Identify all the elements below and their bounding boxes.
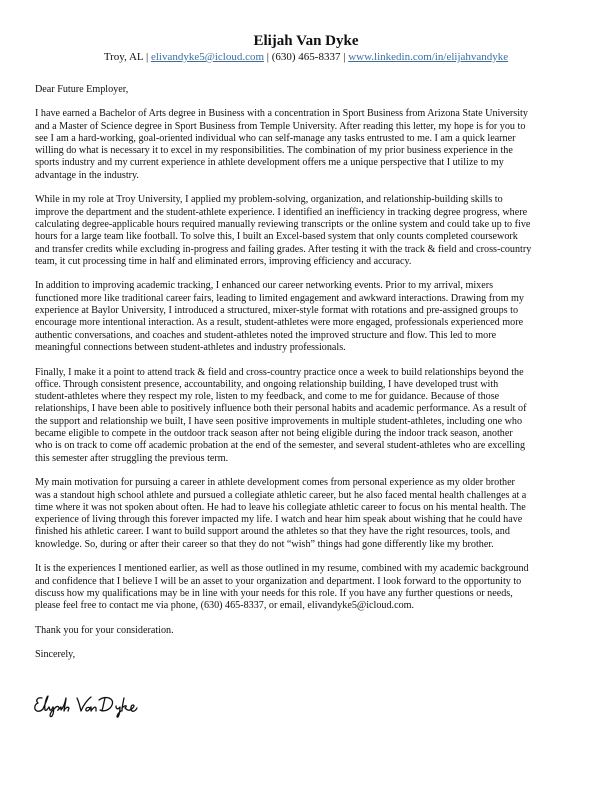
paragraph-line: experience of living through this forever impacted my life. I watch and hear him speak about wishing that he could have	[35, 514, 523, 526]
paragraph-line: office. Through consistent presence, accountability, and ongoing relationship building, I have developed trust with	[35, 378, 499, 390]
paragraph-line: the support and relationship we built, I have seen positive improvements in multiple student-athletes, including one who	[35, 415, 523, 427]
paragraph-line: see I am a hard-working, goal-oriented individual who can self-manage any tasks entrusted to me. I am a quick learner	[35, 132, 516, 144]
paragraph-line: knowledge. So, during or after their career so that they do not “wish” things had gone differently like my brother.	[35, 538, 494, 550]
contact-separator: |	[340, 51, 349, 63]
paragraph-troy-university	[35, 194, 579, 268]
paragraph-line: authentic conversations, and coaches and student-athletes noted the improved structure and flow. This led to more	[35, 329, 497, 341]
paragraph-line: and transfer credits while excluding in-progress and failing grades. After testing it with the track & field and cross-country	[35, 243, 532, 255]
phone-number: (630) 465-8337	[271, 51, 341, 63]
paragraph-line: It is the experiences I mentioned earlier, as well as those outlined in my resume, combined with my academic background	[35, 563, 529, 575]
paragraph-line: encourage more intentional interaction. As a result, student-athletes were more engaged, professionals experienced more	[35, 317, 524, 329]
closing-line: Sincerely,	[35, 649, 76, 661]
paragraph-networking	[35, 280, 579, 354]
letter-body	[35, 84, 579, 672]
paragraph-line: My main motivation for pursuing a career in athlete development comes from personal experience as my older brother	[35, 477, 515, 489]
paragraph-line: meaningful connections between student-athletes and industry professionals.	[35, 341, 346, 353]
paragraph-line: and a Master of Science degree in Sport Business from Temple University. After reading this letter, my hope is for you to	[35, 120, 526, 132]
paragraph-line: this semester after struggling the previous term.	[35, 452, 229, 464]
paragraph-line: became eligible to compete in the outdoor track season after not being eligible during the indoor track season, another	[35, 428, 513, 440]
paragraph-line: who is on track to come off academic probation at the end of the semester, and several student-athletes who are excelling	[35, 440, 526, 452]
paragraph-line: time where it was not spoken about often. He had to leave his collegiate athletic career to focus on his mental health. The	[35, 501, 526, 513]
paragraph-line: hours for a large team like football. To solve this, I built an Excel-based system that only counts completed coursework	[35, 231, 518, 243]
paragraph-line: In addition to improving academic tracking, I enhanced our career networking events. Prior to my arrival, mixers	[35, 280, 494, 292]
paragraph-line: Finally, I make it a point to attend track & field and cross-country practice once a week to build relationships beyond the	[35, 366, 524, 378]
paragraph-line: advantage in the industry.	[35, 169, 139, 181]
contact-separator: |	[143, 51, 151, 63]
paragraph-line: finished his athletic career. I want to build support around the athletes so that they have the right resources, tools, and	[35, 526, 510, 538]
location: Troy, AL	[103, 51, 144, 63]
paragraph-line: I have earned a Bachelor of Arts degree in Business with a concentration in Sport Business from Arizona State University	[35, 108, 528, 120]
paragraph-education	[35, 108, 579, 182]
paragraph-line: and confidence that I believe I will be an asset to your organization and department. I look forward to the opportunity to	[35, 575, 522, 587]
paragraph-line: calculating degree-applicable hours required manually reviewing transcripts or the online system and could take up to five	[35, 218, 531, 230]
paragraph-line: please feel free to contact me via phone, (630) 465-8337, or email, elivandyke5@icloud.com.	[35, 600, 415, 612]
paragraph-relationships	[35, 367, 579, 465]
paragraph-line: relationships, I have been able to positively influence both their personal habits and academic performance. As a result of	[35, 403, 527, 415]
paragraph-line: student-athletes where they respect my role, listen to my feedback, and come to me for guidance. Because of those	[35, 391, 500, 403]
paragraph-line: willing do what is necessary it to excel in my responsibilities. The combination of my prior business experience in the	[35, 145, 513, 157]
paragraph-line: experience at Baylor University, I introduced a structured, mixer-style format with rotations and pre-assigned groups to	[35, 305, 519, 317]
paragraph-line: improve the department and the student-athlete experience. I identified an inefficiency in tracking degree progress, where	[35, 206, 528, 218]
paragraph-line: While in my role at Troy University, I applied my problem-solving, organization, and relationship-building skills to	[35, 194, 503, 206]
paragraph-line: functioned more like traditional career fairs, leading to limited engagement and awkward interactions. Drawing from my	[35, 292, 524, 304]
applicant-name: Elijah Van Dyke	[253, 33, 359, 49]
paragraph-conclusion	[35, 563, 579, 612]
contact-line	[0, 51, 612, 64]
paragraph-line: discuss how my qualifications may be in line with your needs for this role. If you have any further questions or needs,	[35, 587, 513, 599]
paragraph-line: was a standout high school athlete and pursued a collegiate athletic career, but he also faced mental health challenges at a	[35, 489, 527, 501]
paragraph-line: sports industry and my current experience in athlete development offers me a unique perspective that I utilize to my	[35, 157, 504, 169]
salutation: Dear Future Employer,	[35, 84, 129, 95]
contact-separator: |	[264, 51, 272, 63]
paragraph-line: team, it cut processing time in half and eliminated errors, improving efficiency and accuracy.	[35, 255, 412, 267]
linkedin-link[interactable]: www.linkedin.com/in/elijahvandyke	[348, 51, 509, 63]
thanks-line: Thank you for your consideration.	[35, 624, 174, 636]
email-link[interactable]: elivandyke5@icloud.com	[150, 51, 265, 63]
paragraph-motivation	[35, 477, 579, 551]
handwritten-signature	[33, 692, 153, 718]
